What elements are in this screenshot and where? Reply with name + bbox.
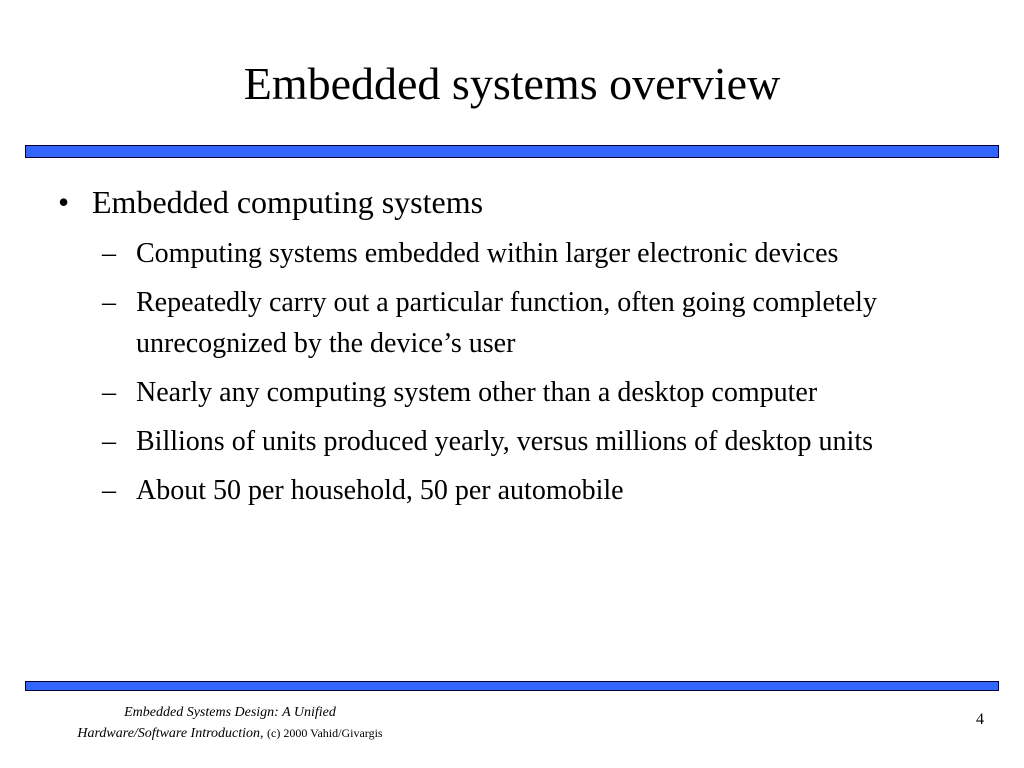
sub-bullet-list [102, 233, 988, 511]
bullet-text: Embedded computing systems [92, 184, 484, 220]
book-title-line2: Hardware/Software Introduction, [77, 726, 264, 741]
sub-bullet-item [102, 470, 988, 511]
bullet-marker: • [58, 184, 70, 220]
sub-bullet-text: Nearly any computing system other than a desktop computer [136, 377, 818, 408]
bullet-item [58, 182, 988, 222]
book-title-line2-row [30, 723, 430, 744]
sub-bullet-item [102, 372, 988, 413]
book-title-line1: Embedded Systems Design: A Unified [124, 705, 336, 720]
sub-bullet-text: Billions of units produced yearly, versus millions of desktop units [136, 426, 874, 457]
bullet-list [58, 182, 988, 519]
footer-citation [30, 702, 430, 744]
dash-marker: – [102, 287, 116, 318]
dash-marker: – [102, 238, 116, 269]
sub-bullet-item [102, 233, 988, 274]
slide-title: Embedded systems overview [243, 58, 781, 109]
footer-divider [25, 681, 999, 691]
dash-marker: – [102, 426, 116, 457]
sub-bullet-item [102, 421, 988, 462]
sub-bullet-text: Repeatedly carry out a particular function, often going completely unrecognized by the device’s user [136, 287, 877, 359]
dash-marker: – [102, 475, 116, 506]
page-number: 4 [976, 711, 984, 728]
sub-bullet-text: About 50 per household, 50 per automobile [136, 475, 624, 506]
dash-marker: – [102, 377, 116, 408]
copyright-text: (c) 2000 Vahid/Givargis [267, 726, 383, 740]
title-divider [25, 145, 999, 158]
sub-bullet-text: Computing systems embedded within larger electronic devices [136, 238, 839, 269]
sub-bullet-item [102, 282, 988, 364]
